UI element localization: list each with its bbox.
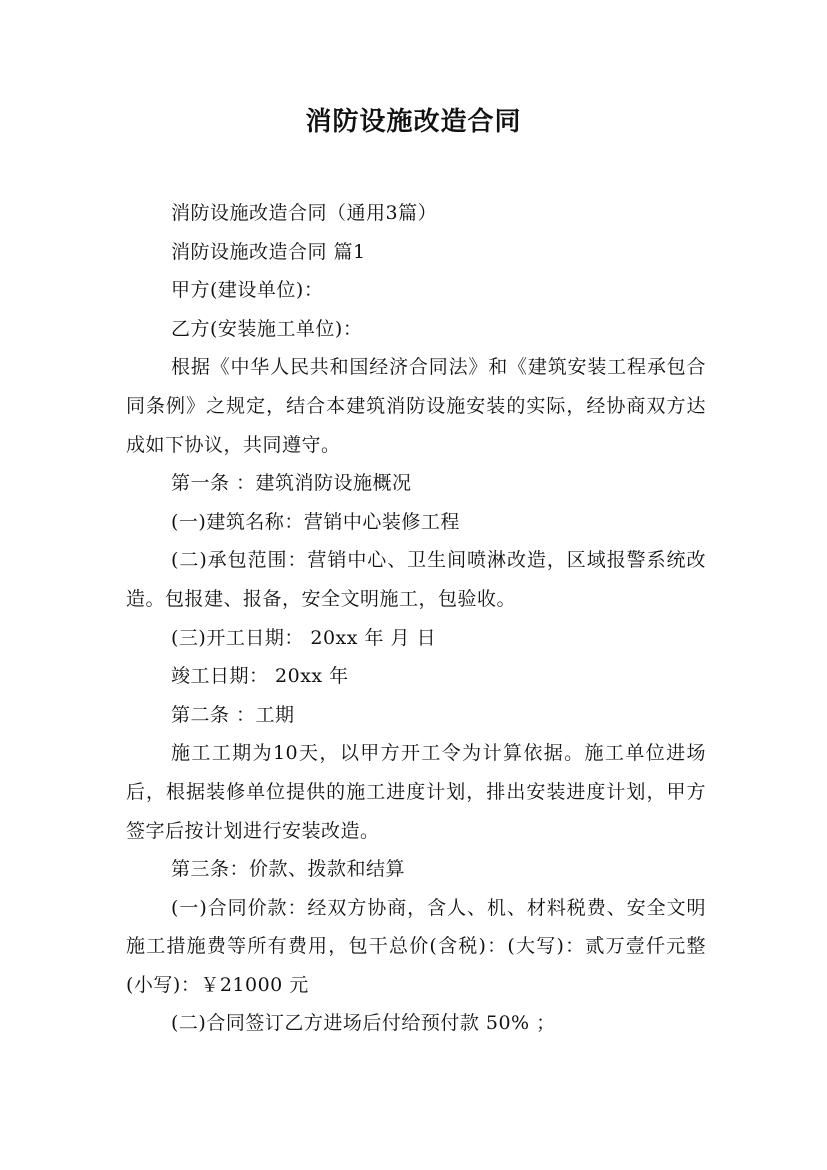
paragraph-article-3: 第三条：价款、拨款和结算	[171, 858, 406, 881]
document-title: 消防设施改造合同	[305, 107, 522, 137]
paragraph-contract-price: (一)合同价款：经双方协商，含人、机、材料税费、安全文明施工措施费等所有费用，包干总价(含税)：(大写)：贰万壹仟元整(小写)：￥21000 元	[126, 896, 706, 996]
paragraph-section-heading: 消防设施改造合同 篇1	[171, 240, 366, 263]
paragraph-advance-payment: (二)合同签订乙方进场后付给预付款 50% ；	[171, 1012, 556, 1035]
paragraph-preamble: 根据《中华人民共和国经济合同法》和《建筑安装工程承包合同条例》之规定，结合本建筑消防设施安装的实际，经协商双方达成如下协议，共同遵守。	[126, 356, 706, 456]
document-body	[126, 194, 706, 1043]
paragraph-scope: (二)承包范围：营销中心、卫生间喷淋改造，区域报警系统改造。包报建、报备，安全文明施工，包验收。	[126, 549, 706, 610]
paragraph-subtitle: 消防设施改造合同（通用3篇）	[171, 202, 438, 224]
paragraph-article-1: 第一条 ：建筑消防设施概况	[171, 472, 412, 495]
paragraph-party-b: 乙方(安装施工单位)：	[171, 317, 363, 340]
paragraph-schedule: 施工工期为10天，以甲方开工令为计算依据。施工单位进场后，根据装修单位提供的施工进度计划，排出安装进度计划，甲方签字后按计划进行安装改造。	[126, 742, 706, 842]
paragraph-completion-date: 竣工日期： 20xx 年	[171, 665, 349, 688]
paragraph-building-name: (一)建筑名称：营销中心装修工程	[171, 510, 460, 533]
paragraph-article-2: 第二条 ：工期	[171, 703, 295, 726]
paragraph-start-date: (三)开工日期： 20xx 年 月 日	[171, 626, 437, 649]
paragraph-party-a: 甲方(建设单位)：	[171, 279, 324, 302]
